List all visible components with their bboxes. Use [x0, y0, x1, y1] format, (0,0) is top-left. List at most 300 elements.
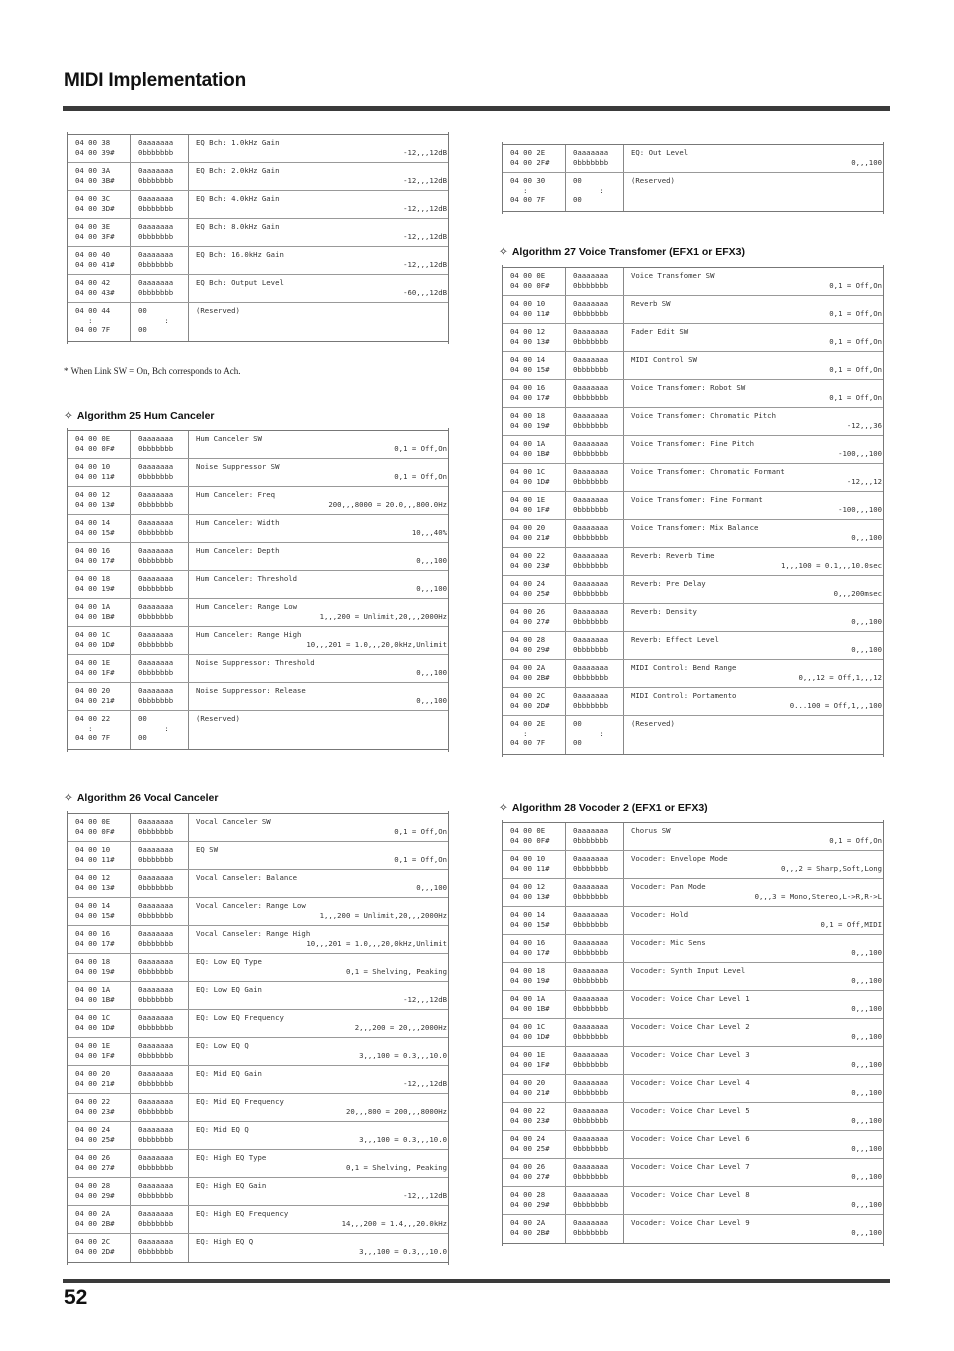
table-row	[502, 145, 884, 173]
address-start: 04 00 28	[510, 1190, 546, 1199]
data-low: 0bbbbbbb	[573, 420, 609, 430]
data-high: 0aaaaaaa	[138, 574, 174, 583]
address-cell	[67, 599, 131, 626]
data-cell	[131, 459, 189, 486]
data-cell	[566, 716, 624, 754]
description-cell	[624, 604, 884, 631]
address-start: 04 00 20	[75, 1069, 111, 1078]
address-end: 04 00 23#	[510, 560, 550, 570]
parameter-name: Reverb: Pre Delay	[631, 579, 706, 588]
description-cell	[624, 1159, 884, 1186]
address-start: 04 00 2A	[510, 663, 546, 672]
address-cell	[502, 436, 566, 463]
address-cell	[67, 1122, 131, 1149]
address-end: 04 00 23#	[510, 1115, 550, 1125]
parameter-name: Vocoder: Voice Char Level 7	[631, 1162, 750, 1171]
address-cell	[502, 464, 566, 491]
data-low: 0bbbbbbb	[573, 1059, 609, 1069]
address-start: 04 00 18	[510, 966, 546, 975]
address-cell	[67, 571, 131, 598]
parameter-range: 0,,,100	[851, 1059, 882, 1069]
address-cell	[502, 963, 566, 990]
table-row	[67, 627, 449, 655]
data-high: 0aaaaaaa	[573, 966, 609, 975]
description-cell	[189, 711, 449, 749]
description-cell	[189, 487, 449, 514]
address-start: 04 00 2C	[510, 691, 546, 700]
data-cell	[131, 487, 189, 514]
data-cell	[566, 296, 624, 323]
parameter-name: Chorus SW	[631, 826, 671, 835]
data-cell	[566, 436, 624, 463]
address-end: 04 00 19#	[510, 975, 550, 985]
address-start: 04 00 12	[510, 882, 546, 891]
data-low: 0bbbbbbb	[573, 588, 609, 598]
parameter-name: Noise Suppressor: Threshold	[196, 658, 315, 667]
table-row	[502, 464, 884, 492]
diamond-icon: ✧	[64, 410, 73, 422]
data-high: 0aaaaaaa	[573, 467, 609, 476]
parameter-name: Vocoder: Synth Input Level	[631, 966, 746, 975]
description-cell	[624, 935, 884, 962]
data-low: 0bbbbbbb	[573, 504, 609, 514]
parameter-range: 0,1 = Shelving, Peaking	[345, 966, 447, 976]
address-cell	[502, 660, 566, 687]
parameter-range: 0,1 = Off,On	[394, 443, 447, 453]
description-cell	[189, 982, 449, 1009]
parameter-name: Voice Transfomer: Fine Formant	[631, 495, 763, 504]
data-cell	[131, 191, 189, 218]
data-cell	[566, 1159, 624, 1186]
address-cell	[67, 135, 131, 162]
data-high: 0aaaaaaa	[573, 607, 609, 616]
address-end: 04 00 0F#	[510, 835, 550, 845]
data-cell	[131, 303, 189, 341]
table-row	[67, 431, 449, 459]
description-cell	[624, 576, 884, 603]
parameter-name: EQ Bch: 8.0kHz Gain	[196, 222, 280, 231]
address-start: 04 00 20	[510, 1078, 546, 1087]
address-start: 04 00 3C	[75, 194, 111, 203]
parameter-range: 0,1 = Off,On	[394, 854, 447, 864]
title-rule	[63, 106, 890, 111]
description-cell	[624, 1075, 884, 1102]
description-cell	[189, 1094, 449, 1121]
data-cell	[566, 173, 624, 211]
address-start: 04 00 1E	[75, 658, 111, 667]
heading-alg25-text: Algorithm 25 Hum Canceler	[76, 410, 215, 422]
parameter-name: Reverb SW	[631, 299, 671, 308]
data-low: 0bbbbbbb	[138, 1134, 174, 1144]
address-end: 04 00 29#	[75, 1190, 115, 1200]
address-end: 04 00 15#	[510, 919, 550, 929]
parameter-name: EQ: Mid EQ Q	[196, 1125, 249, 1134]
data-cell	[566, 576, 624, 603]
parameter-range: -12,,,12dB	[403, 994, 447, 1004]
address-start: 04 00 2A	[510, 1218, 546, 1227]
address-cell	[67, 303, 131, 341]
address-start: 04 00 10	[510, 299, 546, 308]
parameter-range: 20,,,800 = 200,,,8000Hz	[345, 1106, 447, 1116]
address-cell	[502, 1159, 566, 1186]
table-row	[502, 408, 884, 436]
parameter-range: 0,,,100	[851, 1171, 882, 1181]
parameter-range: 0,,,100	[416, 583, 447, 593]
address-start: 04 00 2A	[75, 1209, 111, 1218]
data-high: 0aaaaaaa	[573, 579, 609, 588]
parameter-range: -12,,,12	[846, 476, 882, 486]
parameter-range: 0,1 = Off,On	[829, 392, 882, 402]
address-cell	[67, 163, 131, 190]
address-cell	[502, 604, 566, 631]
description-cell	[189, 135, 449, 162]
table-row	[67, 571, 449, 599]
data-cell	[566, 991, 624, 1018]
table-row	[67, 898, 449, 926]
description-cell	[189, 627, 449, 654]
address-start: 04 00 40	[75, 250, 111, 259]
description-cell	[624, 436, 884, 463]
description-cell	[189, 599, 449, 626]
parameter-name: Vocoder: Envelope Mode	[631, 854, 728, 863]
parameter-name: EQ Bch: 4.0kHz Gain	[196, 194, 280, 203]
description-cell	[189, 219, 449, 246]
address-cell	[67, 1038, 131, 1065]
description-cell	[624, 1103, 884, 1130]
address-cell	[502, 879, 566, 906]
data-high: 0aaaaaaa	[573, 1078, 609, 1087]
data-low: 0bbbbbbb	[138, 1246, 174, 1256]
address-start: 04 00 12	[75, 873, 111, 882]
address-end: 04 00 17#	[510, 947, 550, 957]
heading-alg27-text: Algorithm 27 Voice Transfomer (EFX1 or EFX3)	[511, 246, 746, 258]
table-row	[502, 604, 884, 632]
description-cell	[189, 870, 449, 897]
table-row	[67, 982, 449, 1010]
description-cell	[624, 464, 884, 491]
description-cell	[624, 380, 884, 407]
data-high: 0aaaaaaa	[573, 1218, 609, 1227]
data-cell	[566, 1019, 624, 1046]
data-cell	[131, 1234, 189, 1262]
data-cell	[566, 520, 624, 547]
data-high: 00 : 00	[573, 176, 604, 204]
description-cell	[624, 1187, 884, 1214]
parameter-name: (Reserved)	[631, 176, 675, 185]
table-row	[502, 492, 884, 520]
table-row	[67, 655, 449, 683]
address-end: 04 00 1B#	[510, 1003, 550, 1013]
data-low: 0bbbbbbb	[138, 667, 174, 677]
address-start: 04 00 2E : 04 00 7F	[510, 719, 546, 747]
address-end: 04 00 13#	[75, 882, 115, 892]
data-cell	[131, 1178, 189, 1205]
parameter-range: 10,,,201 = 1.0,,,20,0kHz,Unlimit	[306, 639, 447, 649]
address-start: 04 00 14	[510, 355, 546, 364]
parameter-range: -12,,,12dB	[403, 259, 447, 269]
address-cell	[67, 982, 131, 1009]
address-end: 04 00 15#	[510, 364, 550, 374]
parameter-name: Vocoder: Voice Char Level 9	[631, 1218, 750, 1227]
address-cell	[67, 459, 131, 486]
address-end: 04 00 1B#	[75, 994, 115, 1004]
data-cell	[131, 870, 189, 897]
address-end: 04 00 1B#	[75, 611, 115, 621]
parameter-range: 0,1 = Off,On	[394, 471, 447, 481]
data-cell	[131, 982, 189, 1009]
table-row	[502, 548, 884, 576]
table-row	[67, 1122, 449, 1150]
data-high: 0aaaaaaa	[138, 138, 174, 147]
parameter-name: Voice Transfomer: Fine Pitch	[631, 439, 755, 448]
parameter-name: EQ Bch: 16.0kHz Gain	[196, 250, 284, 259]
table-row	[502, 1019, 884, 1047]
address-end: 04 00 25#	[75, 1134, 115, 1144]
data-high: 0aaaaaaa	[573, 411, 609, 420]
parameter-name: (Reserved)	[196, 306, 240, 315]
address-end: 04 00 39#	[75, 147, 115, 157]
data-low: 0bbbbbbb	[573, 1087, 609, 1097]
data-cell	[566, 851, 624, 878]
parameter-name: Hum Canceler: Depth	[196, 546, 280, 555]
parameter-range: 0,1 = Off,On	[829, 308, 882, 318]
parameter-name: Vocoder: Voice Char Level 4	[631, 1078, 750, 1087]
address-end: 04 00 1F#	[75, 667, 115, 677]
data-cell	[566, 1075, 624, 1102]
data-cell	[131, 219, 189, 246]
address-cell	[67, 870, 131, 897]
address-end: 04 00 1D#	[510, 476, 550, 486]
address-end: 04 00 27#	[510, 1171, 550, 1181]
address-end: 04 00 29#	[510, 1199, 550, 1209]
address-start: 04 00 12	[510, 327, 546, 336]
data-high: 0aaaaaaa	[573, 882, 609, 891]
address-start: 04 00 22	[75, 1097, 111, 1106]
data-high: 0aaaaaaa	[573, 910, 609, 919]
data-cell	[131, 163, 189, 190]
data-low: 0bbbbbbb	[573, 157, 609, 167]
parameter-name: EQ Bch: 1.0kHz Gain	[196, 138, 280, 147]
data-cell	[131, 898, 189, 925]
address-cell	[502, 632, 566, 659]
data-high: 0aaaaaaa	[138, 817, 174, 826]
data-cell	[566, 548, 624, 575]
address-cell	[502, 688, 566, 715]
diamond-icon: ✧	[64, 792, 73, 804]
parameter-name: EQ: Low EQ Gain	[196, 985, 262, 994]
description-cell	[624, 1215, 884, 1243]
description-cell	[624, 851, 884, 878]
parameter-range: -12,,,12dB	[403, 1078, 447, 1088]
parameter-range: 10,,,201 = 1.0,,,20,0kHz,Unlimit	[306, 938, 447, 948]
data-cell	[131, 1094, 189, 1121]
address-end: 04 00 43#	[75, 287, 115, 297]
address-end: 04 00 3B#	[75, 175, 115, 185]
data-cell	[566, 660, 624, 687]
data-low: 0bbbbbbb	[138, 1218, 174, 1228]
address-cell	[502, 1131, 566, 1158]
table-row	[502, 660, 884, 688]
address-end: 04 00 1D#	[75, 639, 115, 649]
description-cell	[624, 991, 884, 1018]
parameter-name: Reverb: Reverb Time	[631, 551, 715, 560]
address-start: 04 00 18	[510, 411, 546, 420]
address-start: 04 00 1E	[510, 495, 546, 504]
data-high: 0aaaaaaa	[138, 250, 174, 259]
parameter-range: 0,1 = Shelving, Peaking	[345, 1162, 447, 1172]
table-row	[67, 459, 449, 487]
address-cell	[502, 324, 566, 351]
parameter-range: 0,,,100	[851, 1003, 882, 1013]
heading-alg25	[64, 410, 215, 422]
data-high: 0aaaaaaa	[573, 523, 609, 532]
data-low: 0bbbbbbb	[573, 616, 609, 626]
address-end: 04 00 21#	[75, 695, 115, 705]
address-cell	[502, 492, 566, 519]
parameter-range: 0,,,100	[851, 532, 882, 542]
address-start: 04 00 22	[510, 551, 546, 560]
table-row	[502, 380, 884, 408]
address-start: 04 00 16	[510, 938, 546, 947]
data-cell	[131, 1066, 189, 1093]
heading-alg26-text: Algorithm 26 Vocal Canceler	[76, 792, 219, 804]
table-row	[67, 599, 449, 627]
heading-alg28-text: Algorithm 28 Vocoder 2 (EFX1 or EFX3)	[511, 802, 708, 814]
parameter-range: 0,1 = Off,On	[394, 826, 447, 836]
parameter-range: 0,,,3 = Mono,Stereo,L->R,R->L	[754, 891, 882, 901]
address-cell	[67, 711, 131, 749]
data-low: 0bbbbbbb	[138, 611, 174, 621]
parameter-name: Vocoder: Voice Char Level 3	[631, 1050, 750, 1059]
address-cell	[502, 1215, 566, 1243]
parameter-range: 0,,,100	[851, 947, 882, 957]
description-cell	[624, 520, 884, 547]
table-row	[502, 851, 884, 879]
data-low: 0bbbbbbb	[573, 1199, 609, 1209]
data-high: 0aaaaaaa	[573, 299, 609, 308]
parameter-name: EQ Bch: Output Level	[196, 278, 284, 287]
description-cell	[189, 954, 449, 981]
address-end: 04 00 2D#	[75, 1246, 115, 1256]
address-cell	[67, 655, 131, 682]
address-start: 04 00 44 : 04 00 7F	[75, 306, 111, 334]
parameter-range: 1,,,200 = Unlimit,20,,,2000Hz	[319, 910, 447, 920]
data-cell	[566, 879, 624, 906]
address-cell	[67, 1150, 131, 1177]
address-cell	[67, 814, 131, 841]
data-low: 0bbbbbbb	[573, 644, 609, 654]
data-cell	[131, 842, 189, 869]
address-end: 04 00 19#	[75, 583, 115, 593]
address-cell	[502, 380, 566, 407]
address-start: 04 00 14	[75, 518, 111, 527]
address-cell	[67, 487, 131, 514]
parameter-range: 0,,,100	[416, 555, 447, 565]
parameter-name: EQ: Low EQ Frequency	[196, 1013, 284, 1022]
data-low: 0bbbbbbb	[573, 448, 609, 458]
parameter-name: Hum Canceler SW	[196, 434, 262, 443]
description-cell	[189, 1178, 449, 1205]
address-cell	[67, 247, 131, 274]
table-row	[502, 632, 884, 660]
data-low: 0bbbbbbb	[138, 1078, 174, 1088]
address-cell	[67, 1066, 131, 1093]
parameter-range: 0,,,2 = Sharp,Soft,Long	[780, 863, 882, 873]
table-row	[67, 1206, 449, 1234]
description-cell	[189, 543, 449, 570]
data-cell	[566, 688, 624, 715]
address-end: 04 00 11#	[510, 863, 550, 873]
address-start: 04 00 2E	[510, 148, 546, 157]
parameter-name: Voice Transfomer: Chromatic Pitch	[631, 411, 776, 420]
description-cell	[624, 548, 884, 575]
data-high: 0aaaaaaa	[138, 873, 174, 882]
data-high: 0aaaaaaa	[573, 148, 609, 157]
data-high: 0aaaaaaa	[138, 166, 174, 175]
table-row	[67, 163, 449, 191]
address-end: 04 00 41#	[75, 259, 115, 269]
address-start: 04 00 20	[510, 523, 546, 532]
data-cell	[131, 1038, 189, 1065]
data-high: 0aaaaaaa	[573, 826, 609, 835]
data-low: 0bbbbbbb	[573, 947, 609, 957]
data-low: 0bbbbbbb	[138, 527, 174, 537]
parameter-name: MIDI Control SW	[631, 355, 697, 364]
data-high: 0aaaaaaa	[138, 1181, 174, 1190]
address-start: 04 00 1C	[75, 630, 111, 639]
address-end: 04 00 19#	[75, 966, 115, 976]
address-end: 04 00 11#	[75, 471, 115, 481]
table-row	[67, 1066, 449, 1094]
address-end: 04 00 13#	[510, 336, 550, 346]
data-high: 0aaaaaaa	[573, 635, 609, 644]
address-cell	[502, 1187, 566, 1214]
data-cell	[566, 907, 624, 934]
data-low: 0bbbbbbb	[138, 938, 174, 948]
data-high: 0aaaaaaa	[138, 518, 174, 527]
description-cell	[624, 408, 884, 435]
heading-alg27	[499, 246, 745, 258]
data-high: 0aaaaaaa	[573, 271, 609, 280]
data-high: 00 : 00	[138, 306, 169, 334]
address-end: 04 00 3D#	[75, 203, 115, 213]
table-row	[502, 1131, 884, 1159]
data-low: 0bbbbbbb	[573, 308, 609, 318]
parameter-range: 0,1 = Off,On	[829, 280, 882, 290]
address-start: 04 00 16	[75, 929, 111, 938]
description-cell	[624, 660, 884, 687]
data-cell	[566, 352, 624, 379]
table-row	[502, 963, 884, 991]
address-cell	[502, 1019, 566, 1046]
parameter-range: -60,,,12dB	[403, 287, 447, 297]
parameter-range: -12,,,12dB	[403, 1190, 447, 1200]
address-end: 04 00 2F#	[510, 157, 550, 167]
parameter-name: Vocoder: Hold	[631, 910, 689, 919]
address-start: 04 00 22 : 04 00 7F	[75, 714, 111, 742]
data-cell	[566, 380, 624, 407]
parameter-name: Vocal Canseler: Balance	[196, 873, 298, 882]
heading-alg26	[64, 792, 218, 804]
table-row	[502, 576, 884, 604]
description-cell	[624, 173, 884, 211]
data-low: 0bbbbbbb	[573, 532, 609, 542]
table-row	[67, 1178, 449, 1206]
data-cell	[131, 1122, 189, 1149]
parameter-name: EQ: High EQ Type	[196, 1153, 267, 1162]
address-end: 04 00 25#	[510, 1143, 550, 1153]
parameter-range: -12,,,12dB	[403, 175, 447, 185]
